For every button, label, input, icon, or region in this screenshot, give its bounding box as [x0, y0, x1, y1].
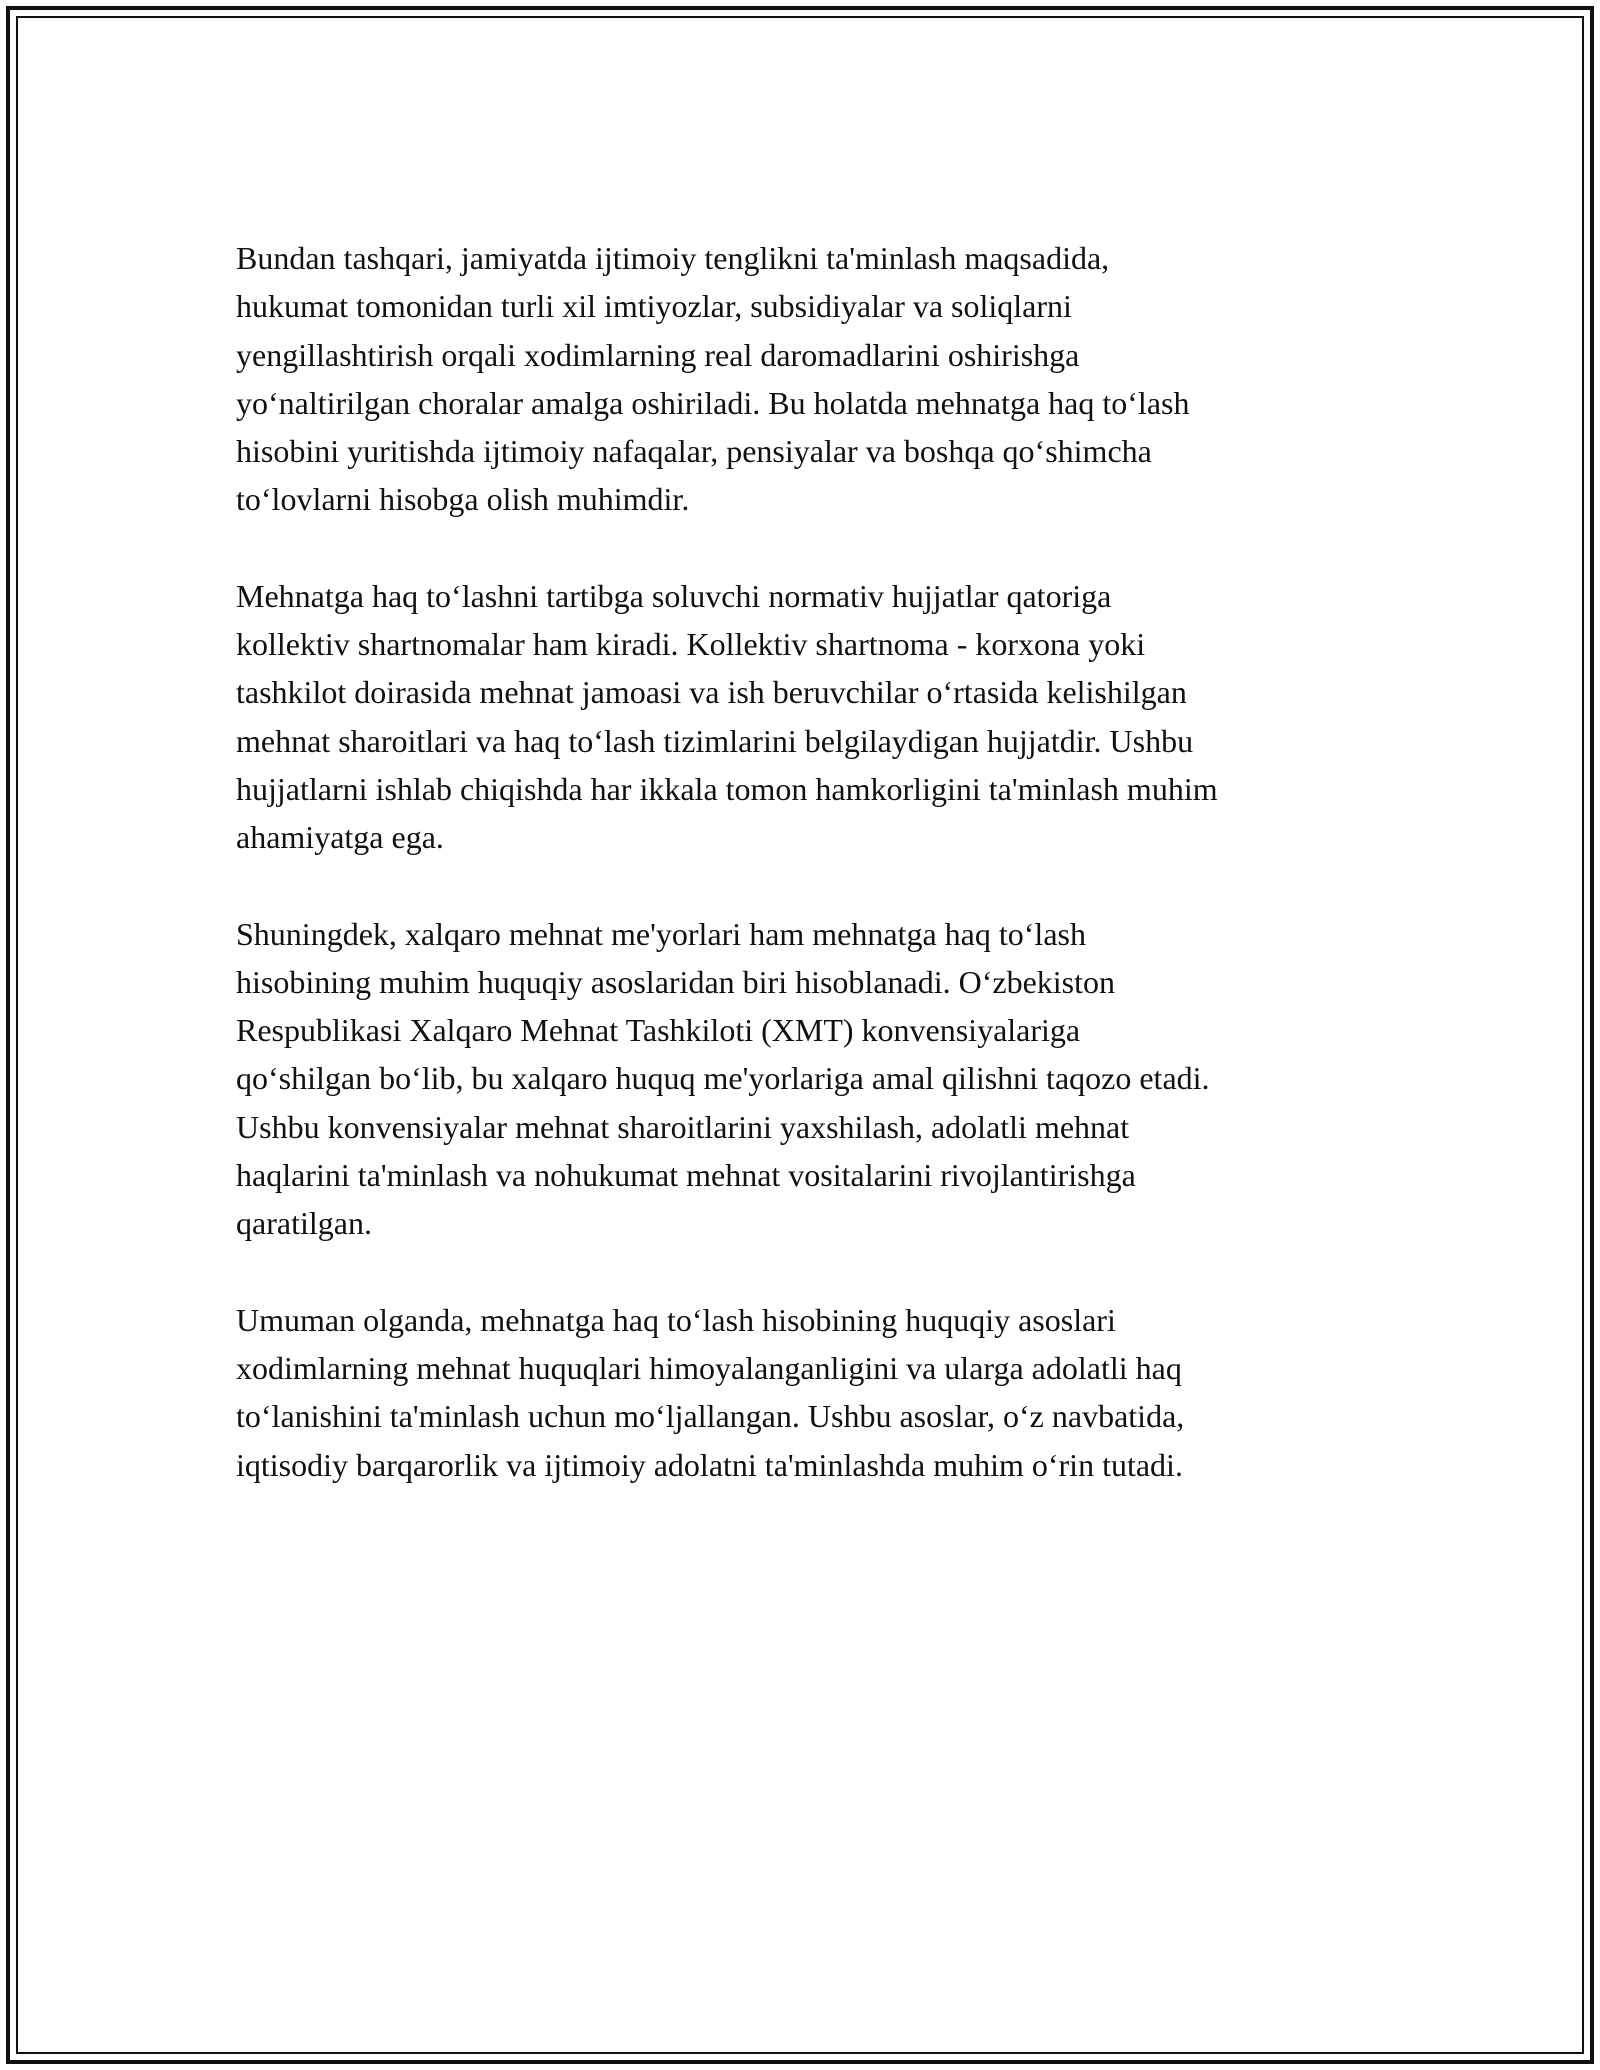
text-line: iqtisodiy barqarorlik va ijtimoiy adolatni ta'minlashda muhim oʻrin tutadi.	[236, 1446, 1183, 1483]
paragraph-1	[236, 234, 1376, 524]
text-line: hukumat tomonidan turli xil imtiyozlar, subsidiyalar va soliqlarni	[236, 288, 1072, 325]
text-line: qaratilgan.	[236, 1205, 372, 1242]
text-line: Ushbu konvensiyalar mehnat sharoitlarini yaxshilash, adolatli mehnat	[236, 1108, 1130, 1145]
text-line: yengillashtirish orqali xodimlarning real daromadlarini oshirishga	[236, 336, 1080, 373]
paragraph-3	[236, 910, 1376, 1248]
text-line: hisobini yuritishda ijtimoiy nafaqalar, pensiyalar va boshqa qoʻshimcha	[236, 433, 1152, 470]
text-line: mehnat sharoitlari va haq toʻlash tizimlarini belgilaydigan hujjatdir. Ushbu	[236, 722, 1194, 759]
text-line: kollektiv shartnomalar ham kiradi. Kollektiv shartnoma - korxona yoki	[236, 626, 1146, 663]
paragraph-4	[236, 1296, 1376, 1489]
text-line: tashkilot doirasida mehnat jamoasi va ish beruvchilar oʻrtasida kelishilgan	[236, 674, 1187, 711]
document-body	[236, 234, 1376, 1537]
text-line: Respublikasi Xalqaro Mehnat Tashkiloti (XMT) konvensiyalariga	[236, 1012, 1081, 1049]
text-line: Umuman olganda, mehnatga haq toʻlash hisobining huquqiy asoslari	[236, 1301, 1116, 1338]
text-line: haqlarini ta'minlash va nohukumat mehnat vositalarini rivojlantirishga	[236, 1157, 1136, 1194]
text-line: yoʻnaltirilgan choralar amalga oshiriladi. Bu holatda mehnatga haq toʻlash	[236, 384, 1190, 421]
text-line: Shuningdek, xalqaro mehnat me'yorlari ham mehnatga haq toʻlash	[236, 915, 1086, 952]
text-line: xodimlarning mehnat huquqlari himoyalanganligini va ularga adolatli haq	[236, 1349, 1182, 1386]
text-line: ahamiyatga ega.	[236, 819, 444, 856]
text-line: toʻlovlarni hisobga olish muhimdir.	[236, 481, 690, 518]
text-line: qoʻshilgan boʻlib, bu xalqaro huquq me'yorlariga amal qilishni taqozo etadi.	[236, 1060, 1210, 1097]
text-line: Bundan tashqari, jamiyatda ijtimoiy tenglikni ta'minlash maqsadida,	[236, 240, 1110, 276]
text-line: hisobining muhim huquqiy asoslaridan biri hisoblanadi. Oʻzbekiston	[236, 963, 1116, 1000]
text-line: toʻlanishini ta'minlash uchun moʻljallangan. Ushbu asoslar, oʻz navbatida,	[236, 1398, 1185, 1435]
paragraph-2	[236, 572, 1376, 862]
text-line: Mehnatga haq toʻlashni tartibga soluvchi normativ hujjatlar qatoriga	[236, 577, 1112, 614]
text-line: hujjatlarni ishlab chiqishda har ikkala tomon hamkorligini ta'minlash muhim	[236, 770, 1218, 807]
